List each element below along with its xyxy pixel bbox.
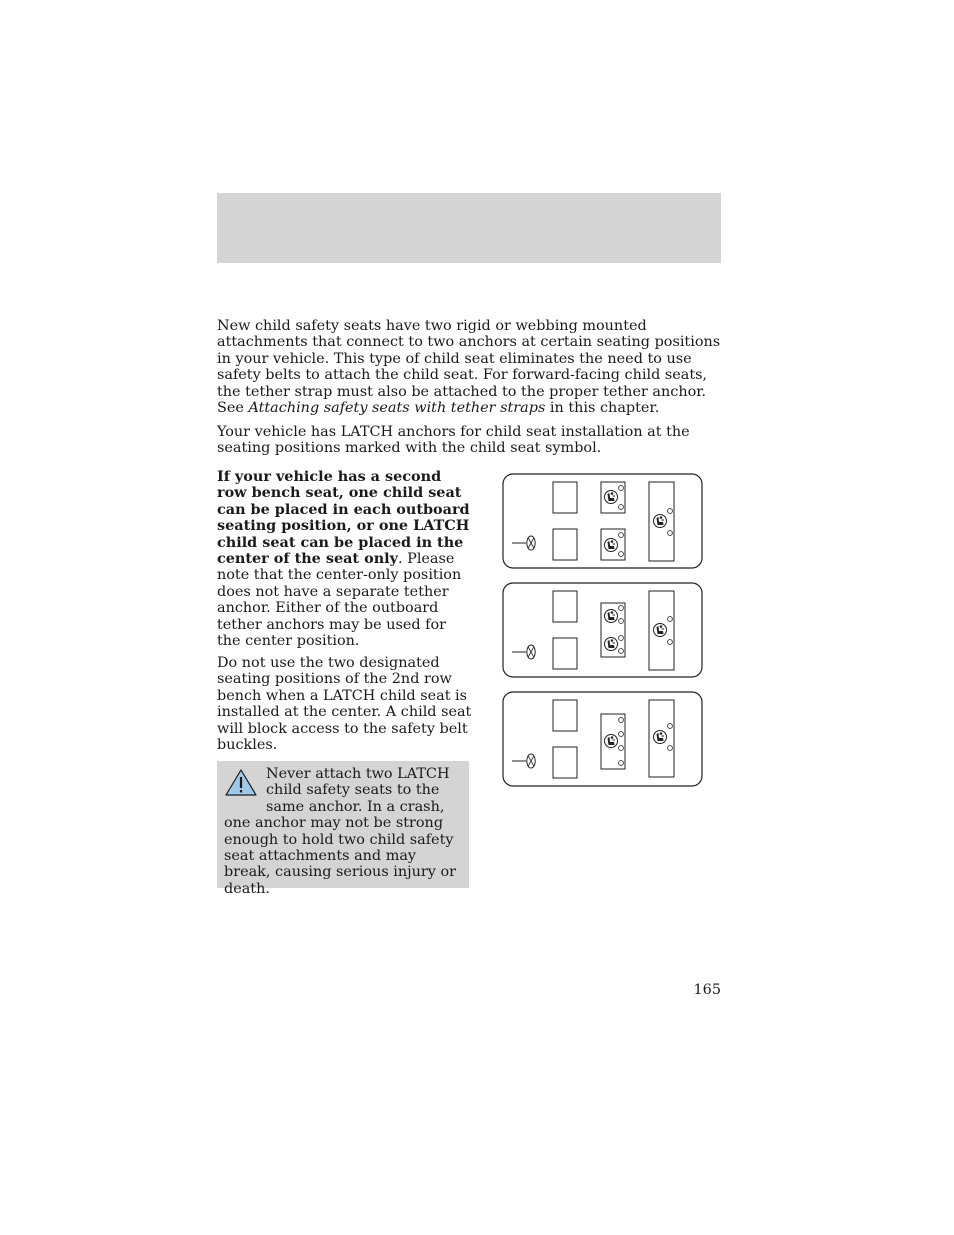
- second-row-bold-text: If your vehicle has a second row bench seat, one child seat can be placed in each outboard seating position, or one LATCH child seat can be placed in the center of the seat only: [217, 468, 470, 568]
- seating-diagram-3: [503, 692, 702, 786]
- intro-paragraph: [217, 318, 723, 416]
- seating-diagram-2: [503, 583, 702, 677]
- warning-box: [217, 761, 469, 897]
- header-band: [217, 193, 721, 263]
- cross-reference-link: Attaching safety seats with tether straps: [248, 400, 546, 417]
- intro-text-end: in this chapter.: [545, 400, 660, 417]
- seating-diagrams: [501, 472, 706, 792]
- intro-text: New child safety seats have two rigid or webbing mounted attachments that connect to two anchors at certain seating positions in your vehicle. This type of child seat eliminates the need to use safety belts to attach the child seat. For forward-facing child seats, the tether strap must also be attached to the proper tether anchor. See: [217, 318, 721, 417]
- page-number: 165: [693, 982, 721, 998]
- latch-paragraph: Your vehicle has LATCH anchors for child seat installation at the seating positions marked with the child seat symbol.: [217, 424, 690, 457]
- second-row-paragraph: [217, 469, 473, 649]
- second-row-text: . Please note that the center-only position does not have a separate tether anchor. Either of the outboard tether anchors may be used for the center position.: [217, 551, 462, 650]
- seating-diagram-1: [503, 474, 702, 568]
- warning-text: Never attach two LATCH child safety seats to the same anchor. In a crash, one anchor may not be strong enough to hold two child safety seat attachments and may break, causing serious injury or death.: [224, 766, 457, 897]
- caution-paragraph: Do not use the two designated seating positions of the 2nd row bench when a LATCH child seat is installed at the center. A child seat will block access to the safety belt buckles.: [217, 655, 472, 754]
